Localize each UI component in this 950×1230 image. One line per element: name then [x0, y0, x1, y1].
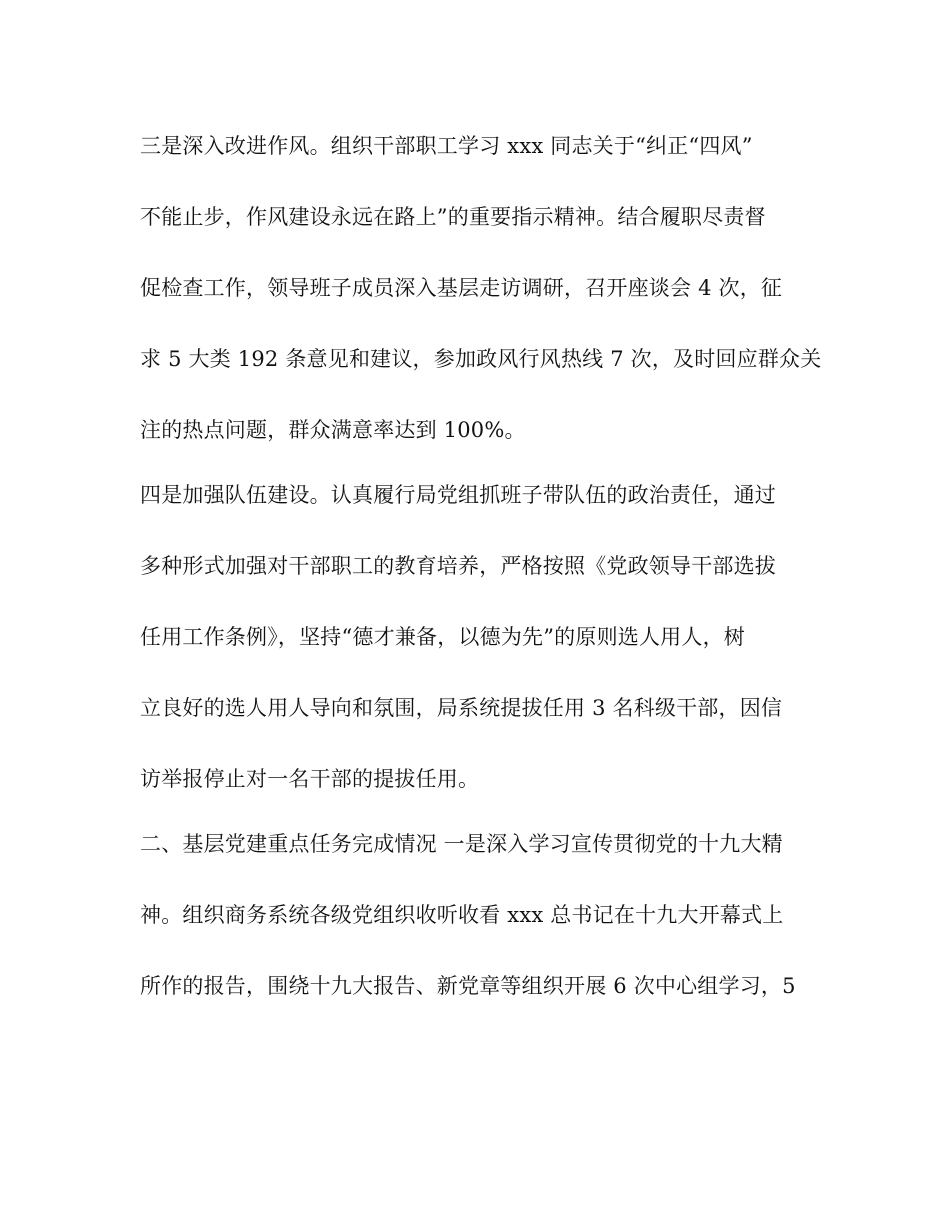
text-line: 促检查工作，领导班子成员深入基层走访调研，召开座谈会 4 次，征 [140, 276, 783, 300]
text-line: 神。组织商务系统各级党组织收听收看 xxx 总书记在十九大开幕式上 [140, 903, 784, 927]
text-line: 任用工作条例》，坚持“德才兼备，以德为先”的原则选人用人，树 [140, 625, 745, 649]
text-line: 三是深入改进作风。组织干部职工学习 xxx 同志关于“纠正“四风” [140, 134, 753, 158]
text-line: 二、基层党建重点任务完成情况 一是深入学习宣传贯彻党的十九大精 [140, 832, 783, 856]
text-line: 所作的报告，围绕十九大报告、新党章等组织开展 6 次中心组学习，5 [140, 974, 796, 998]
text-line: 访举报停止对一名干部的提拔任用。 [140, 767, 480, 791]
text-line: 注的热点问题，群众满意率达到 100%。 [140, 418, 526, 442]
text-line: 求 5 大类 192 条意见和建议，参加政风行风热线 7 次，及时回应群众关 [140, 347, 822, 371]
text-line: 多种形式加强对干部职工的教育培养，严格按照《党政领导干部选拔 [140, 554, 776, 578]
text-line: 不能止步，作风建设永远在路上”的重要指示精神。结合履职尽责督 [140, 205, 766, 229]
text-line: 立良好的选人用人导向和氛围，局系统提拔任用 3 名科级干部，因信 [140, 696, 783, 720]
text-line: 四是加强队伍建设。认真履行局党组抓班子带队伍的政治责任，通过 [140, 483, 776, 507]
